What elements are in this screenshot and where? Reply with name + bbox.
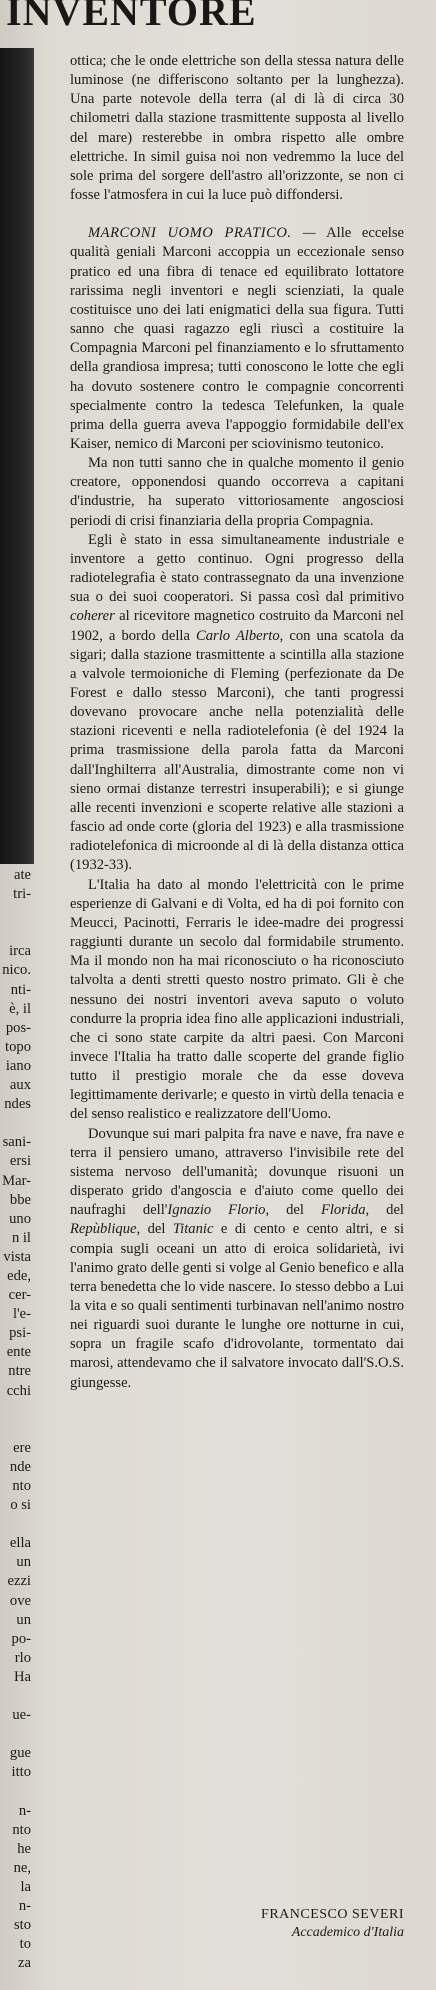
- adjacent-column-fragment: ate: [13, 867, 31, 883]
- adjacent-column-fragment: un: [16, 1554, 31, 1571]
- adjacent-column-fragment: irca: [9, 943, 31, 960]
- adjacent-column-fragment: [0, 1725, 34, 1744]
- ship-name: Ignazio Florio: [167, 1202, 266, 1219]
- adjacent-column-fragment: ove: [9, 1592, 31, 1609]
- adjacent-column-fragment: cer-: [8, 1287, 31, 1304]
- adjacent-column-fragment: nti-: [10, 981, 31, 998]
- adjacent-column-fragments: [0, 866, 34, 1972]
- adjacent-column-fragment: topo: [5, 1038, 31, 1055]
- adjacent-column-fragment: n-: [18, 1802, 31, 1819]
- adjacent-column-fragment: [0, 1783, 34, 1802]
- adjacent-column-fragment: tri-: [13, 886, 31, 903]
- adjacent-column-fragment: un: [16, 1611, 31, 1628]
- adjacent-column-fragment: ndes: [4, 1096, 31, 1113]
- adjacent-column-fragment: nto: [12, 1821, 31, 1838]
- adjacent-column-fragment: [0, 1687, 34, 1706]
- adjacent-column-fragment: nde: [9, 1458, 31, 1475]
- adjacent-column-fragment: o si: [10, 1497, 31, 1514]
- author-signature: [70, 1906, 404, 1942]
- adjacent-column-fragment: ue-: [12, 1707, 31, 1724]
- article-paragraph-intro: ottica; che le onde elettriche son della stessa natura delle luminose (ne differiscono soltanto per la lunghezza). Una parte notevole della terra (al di là di circa 30 chilometri dalla stazione trasmittente supposta al livello del mare) resterebbe in ombra rispetto alle ombre elettriche. In simil guisa noi non vedremmo la luce del sole prima del sorgere dell'astro all'orizzonte, se non ci fosse l'atmosfera in cui la luce può diffondersi.: [70, 53, 404, 204]
- paragraph-text: , con una scatola da sigari; dalla stazione trasmittente a scintilla alla stazione a valvole termoioniche di Fleming (perfezionate da De Forest e dallo stesso Marconi), che tanti progressi dovevano provocare anche nella potenzialità delle stazioni riceventi e nella radiotelefonia (è del 1924 la prima trasmissione della parola fatta da Marconi dall'Inghilterra all'Australia, dimostrante come non vi sieno ormai distanze terrestri insuperabili); e si giunge alle recenti invenzioni e scoperte relative alle stazioni a fascio ad onde corte (gloria del 1923) e alla trasmissione radiotelefonica di microonde al di là della distanza ottica (1932-33).: [70, 627, 404, 874]
- ship-name: Repùblique: [70, 1221, 137, 1238]
- adjacent-column-fragment: za: [18, 1955, 31, 1972]
- adjacent-column-fragment: l'e-: [12, 1306, 31, 1323]
- article-paragraph-italia: L'Italia ha dato al mondo l'elettricità con le prime esperienze di Galvani e di Volta, ed ha di poi fornito con Meucci, Pacinotti, Ferraris le idee-madre dei progressi raggiunti durante un secolo dal formidabile strumento. Ma il mondo non ha mai riconosciuto o ha riconosciuto talvolta a denti stretti questo nostro primato. Gli è che nessuno dei nostri inventori aveva saputo o voluto condurre la propria idea fino alle applicazioni industriali, che ci sono state carpite da altri paesi. Con Marconi invece l'Italia ha tratto dalle scoperte del grande figlio tutto il prestigio morale che da esse doveva legittimamente derivarle; e questo in virtù della tenacia e del senso realistico e realizzatore dell'Uomo.: [70, 876, 404, 1123]
- adjacent-column-fragment: vista: [3, 1248, 31, 1265]
- paragraph-text: , del: [365, 1202, 404, 1219]
- adjacent-column-fragment: Ha: [13, 1668, 31, 1685]
- adjacent-column-fragment: nico.: [2, 962, 31, 979]
- adjacent-column-fragment: n il: [11, 1229, 31, 1246]
- adjacent-column-fragment: ezzi: [7, 1573, 31, 1590]
- adjacent-column-fragment: [0, 904, 34, 923]
- page-heading: INVENTORE: [6, 0, 257, 34]
- adjacent-column-fragment: nto: [12, 1478, 31, 1494]
- adjacent-column-fragment: [0, 923, 34, 942]
- adjacent-column-fragment: ere: [13, 1439, 31, 1456]
- adjacent-column-fragment: to: [19, 1936, 31, 1953]
- adjacent-column-fragment: ella: [9, 1535, 31, 1552]
- ship-name: Carlo Alberto: [195, 627, 280, 644]
- adjacent-column-fragment: aux: [9, 1077, 31, 1094]
- adjacent-column-fragment: [0, 1401, 34, 1420]
- adjacent-column-fragment: ente: [6, 1344, 31, 1361]
- adjacent-column-fragment: Mar-: [2, 1172, 31, 1189]
- adjacent-column-fragment: [0, 1420, 34, 1439]
- adjacent-column-fragment: he: [17, 1840, 31, 1857]
- adjacent-column-fragment: ne,: [13, 1859, 31, 1876]
- adjacent-column-fragment: cchi: [6, 1382, 31, 1399]
- article-paragraph-marconi-pratico: [70, 224, 404, 454]
- paragraph-text: Egli è stato in essa simultaneamente industriale e inventore a getto continuo. Ogni progresso della radiotelegrafia è stato contrassegnato da una invenzione sua o dei suoi cooperatori. Si passa così dal primitivo: [70, 531, 404, 606]
- portrait-photo-edge: [0, 48, 34, 864]
- adjacent-column-fragment: [0, 1515, 34, 1534]
- ship-name: Titanic: [172, 1221, 214, 1238]
- author-title: Accademico d'Italia: [291, 1925, 404, 1940]
- adjacent-column-fragment: sani-: [2, 1134, 31, 1151]
- author-name: FRANCESCO SEVERI: [261, 1907, 404, 1922]
- adjacent-column-fragment: po-: [11, 1630, 31, 1647]
- adjacent-column-fragment: iano: [5, 1057, 31, 1074]
- adjacent-column-fragment: è, il: [9, 1000, 31, 1017]
- paragraph-text: Alle eccelse qualità geniali Marconi accoppia un eccezionale senso pratico ed una fibra di tenace ed equilibrato lottatore rarissima negli inventori e negli scienziati, la quale costituisce uno dei lati enigmatici della sua figura. Tutti sanno che quasi ragazzo egli riuscì a costituire la Compagnia Marconi pel finanziamento e lo sfruttamento della grandiosa impresa; tutti conoscono le lotte che egli ha dovuto sostenere contro le compagnie concorrenti specialmente contro la tedesca Telefunken, la quale prima della guerra aveva l'appoggio formidabile dell'ex Kaiser, nemico di Marconi per sciovinismo teutonico.: [70, 225, 405, 452]
- article-paragraph-progress: [70, 531, 404, 876]
- adjacent-column-fragment: ersi: [9, 1153, 31, 1170]
- adjacent-column-fragment: [0, 1114, 34, 1133]
- adjacent-column-fragment: rlo: [14, 1649, 31, 1666]
- paragraph-text: Dovunque sui mari palpita fra nave e nave, fra nave e terra il pensiero umano, attraverso l'invisibile rete del sistema nervoso dell'umanità; dovunque risuoni un disperato grido d'angoscia e d'aiuto come quello dei naufraghi dell': [70, 1125, 404, 1219]
- adjacent-column-fragment: la: [20, 1878, 31, 1895]
- paragraph-text: , del: [265, 1202, 321, 1219]
- article-paragraph-dovunque: [70, 1125, 404, 1393]
- paragraph-text: e di cento e cento altri, e si compia sugli oceani un atto di eroica solidarietà, ivi l'animo grato delle genti si volge al Genio benefico e alla terra benedetta che lo vide nascere. Io stesso debbo a Lui la vita e so quali sentimenti turbinavan nell'animo nostro nei riguardi suoi durante le lunghe ore notturne in cui, sopra un fragile scafo d'idrovolante, tormentato dai marosi, attendevamo che il salvatore invocato dall'S.O.S. giungesse.: [70, 1221, 404, 1391]
- section-heading: MARCONI UOMO PRATICO. —: [88, 225, 317, 242]
- adjacent-column-fragment: bbe: [9, 1191, 31, 1208]
- adjacent-column-fragment: n-: [18, 1898, 31, 1915]
- article-body: [70, 52, 404, 1393]
- adjacent-column-fragment: itto: [11, 1764, 31, 1781]
- ship-name: Florida: [320, 1202, 366, 1219]
- adjacent-column-fragment: ede,: [7, 1267, 31, 1284]
- adjacent-column-fragment: gue: [9, 1745, 31, 1762]
- adjacent-column-fragment: sto: [13, 1917, 31, 1934]
- adjacent-column-fragment: pos-: [5, 1019, 31, 1036]
- italic-term: coherer: [70, 608, 115, 625]
- paragraph-text: al ricevitore magnetico costruito da Marconi nel 1902, a bordo della: [70, 608, 404, 644]
- adjacent-column-fragment: ntre: [8, 1363, 31, 1380]
- adjacent-column-fragment: psi-: [9, 1325, 31, 1342]
- article-paragraph: Ma non tutti sanno che in qualche momento il genio creatore, opponendosi quando occorreva a capitani d'industrie, ha superato vittoriosamente angosciosi periodi di crisi finanziaria della propria Compagnia.: [70, 455, 404, 529]
- paragraph-text: , del: [136, 1221, 173, 1238]
- adjacent-column-fragment: uno: [9, 1210, 31, 1227]
